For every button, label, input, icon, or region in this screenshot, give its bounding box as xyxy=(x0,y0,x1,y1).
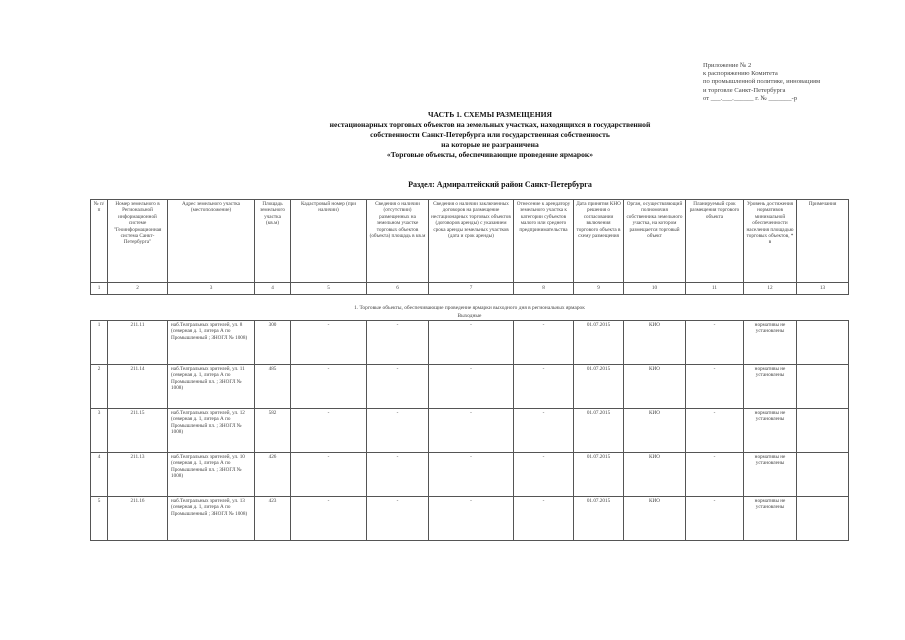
column-number: 5 xyxy=(291,283,367,295)
appendix-line: по промышленной политике, инновациям xyxy=(703,78,821,86)
planned-term-cell: - xyxy=(686,497,744,541)
approval-date-cell: 01.07.2015 xyxy=(574,497,624,541)
document-title xyxy=(270,110,710,160)
table-row xyxy=(91,321,849,365)
owner-authority-cell: КИО xyxy=(624,409,686,453)
sme-category-cell: - xyxy=(514,409,574,453)
area-cell: 485 xyxy=(255,365,291,409)
column-header: Уровень достижения нормативов минимальной обеспеченности населения площадью торговых объектов, * в xyxy=(744,200,797,283)
existing-objects-cell: - xyxy=(367,321,429,365)
sme-category-cell: - xyxy=(514,321,574,365)
cadastral-number-cell: - xyxy=(291,409,367,453)
gis-number-cell: 211.16 xyxy=(108,497,168,541)
column-number: 4 xyxy=(255,283,291,295)
cadastral-number-cell: - xyxy=(291,497,367,541)
notes-cell xyxy=(797,497,849,541)
contracts-cell: - xyxy=(429,453,514,497)
column-header: Сведения о наличии (отсутствии) размещенных на земельном участке торговых объектов (объекта) площадь в кв.м xyxy=(367,200,429,283)
placement-table xyxy=(90,199,849,541)
column-number: 2 xyxy=(108,283,168,295)
cadastral-number-cell: - xyxy=(291,453,367,497)
contracts-cell: - xyxy=(429,321,514,365)
planned-term-cell: - xyxy=(686,409,744,453)
owner-authority-cell: КИО xyxy=(624,453,686,497)
address-cell: наб.Театральных зрителей, ул. 11 (северная д. 1, литера А по Промышленный пл. ; ЗНОГЛ № 1008) xyxy=(168,365,255,409)
column-header: Орган, осуществляющий полномочия собственника земельного участка, на котором размещается торговый объект xyxy=(624,200,686,283)
part-title: ЧАСТЬ 1. СХЕМЫ РАЗМЕЩЕНИЯ xyxy=(427,110,552,119)
title-line: «Торговые объекты, обеспечивающие проведение ярмарок» xyxy=(386,150,594,159)
column-number: 12 xyxy=(744,283,797,295)
address-cell: наб.Театральных зрителей, ул. 13 (северная д. 1, литера А по Промышленный ; ЗНОГЛ № 1008) xyxy=(168,497,255,541)
column-number: 11 xyxy=(686,283,744,295)
owner-authority-cell: КИО xyxy=(624,321,686,365)
column-header: Адрес земельного участка (местоположение) xyxy=(168,200,255,283)
group-title: 1. Торговые объекты, обеспечивающие проведение ярмарки выходного дня в региональных ярмарок xyxy=(354,305,585,311)
cadastral-number-cell: - xyxy=(291,321,367,365)
notes-cell xyxy=(797,453,849,497)
approval-date-cell: 01.07.2015 xyxy=(574,321,624,365)
column-number: 13 xyxy=(797,283,849,295)
gis-number-cell: 211.13 xyxy=(108,453,168,497)
row-number-cell: 4 xyxy=(91,453,108,497)
gis-number-cell: 211.11 xyxy=(108,321,168,365)
planned-term-cell: - xyxy=(686,365,744,409)
column-header: Отнесение к арендатору земельного участка к категории субъектов малого или среднего предпринимательства xyxy=(514,200,574,283)
address-cell: наб.Театральных зрителей, ул. 12 (северная д. 1, литера А по Промышленный пл. ; ЗНОГЛ № 1008) xyxy=(168,409,255,453)
section-title: Раздел: Адмиралтейский район Санкт-Петербурга xyxy=(408,180,592,189)
area-cell: 426 xyxy=(255,453,291,497)
column-header: Сведения о наличии заключенных договоров на размещение нестационарных торговых объектов (договоров аренды) с указанием срока аренды земельных участков (дата и срок аренды) xyxy=(429,200,514,283)
column-number: 3 xyxy=(168,283,255,295)
table-header-row xyxy=(91,200,849,283)
column-number: 10 xyxy=(624,283,686,295)
appendix-line: Приложение № 2 xyxy=(703,62,752,69)
group-header-row xyxy=(91,295,849,321)
row-number-cell: 1 xyxy=(91,321,108,365)
column-number-row xyxy=(91,283,849,295)
table-row xyxy=(91,453,849,497)
existing-objects-cell: - xyxy=(367,365,429,409)
cadastral-number-cell: - xyxy=(291,365,367,409)
provision-level-cell: нормативы не установлены xyxy=(744,497,797,541)
approval-date-cell: 01.07.2015 xyxy=(574,365,624,409)
contracts-cell: - xyxy=(429,365,514,409)
row-number-cell: 2 xyxy=(91,365,108,409)
gis-number-cell: 211.14 xyxy=(108,365,168,409)
appendix-line: от ___.___.______ г. № _______-р xyxy=(703,94,798,102)
owner-authority-cell: КИО xyxy=(624,497,686,541)
sme-category-cell: - xyxy=(514,453,574,497)
table-row xyxy=(91,409,849,453)
column-number: 6 xyxy=(367,283,429,295)
area-cell: 423 xyxy=(255,497,291,541)
address-cell: наб.Театральных зрителей, ул. 10 (северная д. 1, литера А по Промышленный пл. ; ЗНОГЛ № 1008) xyxy=(168,453,255,497)
column-number: 8 xyxy=(514,283,574,295)
address-cell: наб.Театральных зрителей, ул. 8 (северная д. 1, литера А по Промышленный ; ЗНОГЛ № 1008) xyxy=(168,321,255,365)
planned-term-cell: - xyxy=(686,453,744,497)
column-header: № п/п xyxy=(91,200,108,283)
group-header-cell xyxy=(91,295,849,321)
column-header: Планируемый срок размещения торгового объекта xyxy=(686,200,744,283)
row-number-cell: 5 xyxy=(91,497,108,541)
column-header: Примечания xyxy=(797,200,849,283)
existing-objects-cell: - xyxy=(367,453,429,497)
appendix-line: и торговле Санкт-Петербурга xyxy=(703,86,786,94)
existing-objects-cell: - xyxy=(367,497,429,541)
existing-objects-cell: - xyxy=(367,409,429,453)
row-number-cell: 3 xyxy=(91,409,108,453)
group-subtitle: Выходные xyxy=(457,313,482,319)
title-line: нестационарных торговых объектов на земельных участках, находящихся в государственной xyxy=(329,120,651,129)
notes-cell xyxy=(797,365,849,409)
contracts-cell: - xyxy=(429,497,514,541)
provision-level-cell: нормативы не установлены xyxy=(744,365,797,409)
table-row xyxy=(91,497,849,541)
sme-category-cell: - xyxy=(514,497,574,541)
provision-level-cell: нормативы не установлены xyxy=(744,321,797,365)
appendix-line: к распоряжению Комитета xyxy=(703,70,778,78)
sme-category-cell: - xyxy=(514,365,574,409)
column-number: 9 xyxy=(574,283,624,295)
gis-number-cell: 211.15 xyxy=(108,409,168,453)
column-header: Номер земельного в Региональной информационной системе "Геоинформационная система Санкт-Петербурга" xyxy=(108,200,168,283)
approval-date-cell: 01.07.2015 xyxy=(574,409,624,453)
planned-term-cell: - xyxy=(686,321,744,365)
title-line: на которые не разграничена xyxy=(441,140,539,149)
column-header: Дата принятия КНО решения о согласовании включения торгового объекта в схему размещения xyxy=(574,200,624,283)
provision-level-cell: нормативы не установлены xyxy=(744,453,797,497)
owner-authority-cell: КИО xyxy=(624,365,686,409)
column-number: 7 xyxy=(429,283,514,295)
table-row xyxy=(91,365,849,409)
column-number: 1 xyxy=(91,283,108,295)
approval-date-cell: 01.07.2015 xyxy=(574,453,624,497)
area-cell: 300 xyxy=(255,321,291,365)
contracts-cell: - xyxy=(429,409,514,453)
column-header: Площадь земельного участка (кв.м) xyxy=(255,200,291,283)
title-line: собственности Санкт-Петербурга или государственная собственность xyxy=(370,130,610,139)
column-header: Кадастровый номер (при наличии) xyxy=(291,200,367,283)
notes-cell xyxy=(797,321,849,365)
appendix-block xyxy=(703,62,893,103)
provision-level-cell: нормативы не установлены xyxy=(744,409,797,453)
notes-cell xyxy=(797,409,849,453)
area-cell: 582 xyxy=(255,409,291,453)
